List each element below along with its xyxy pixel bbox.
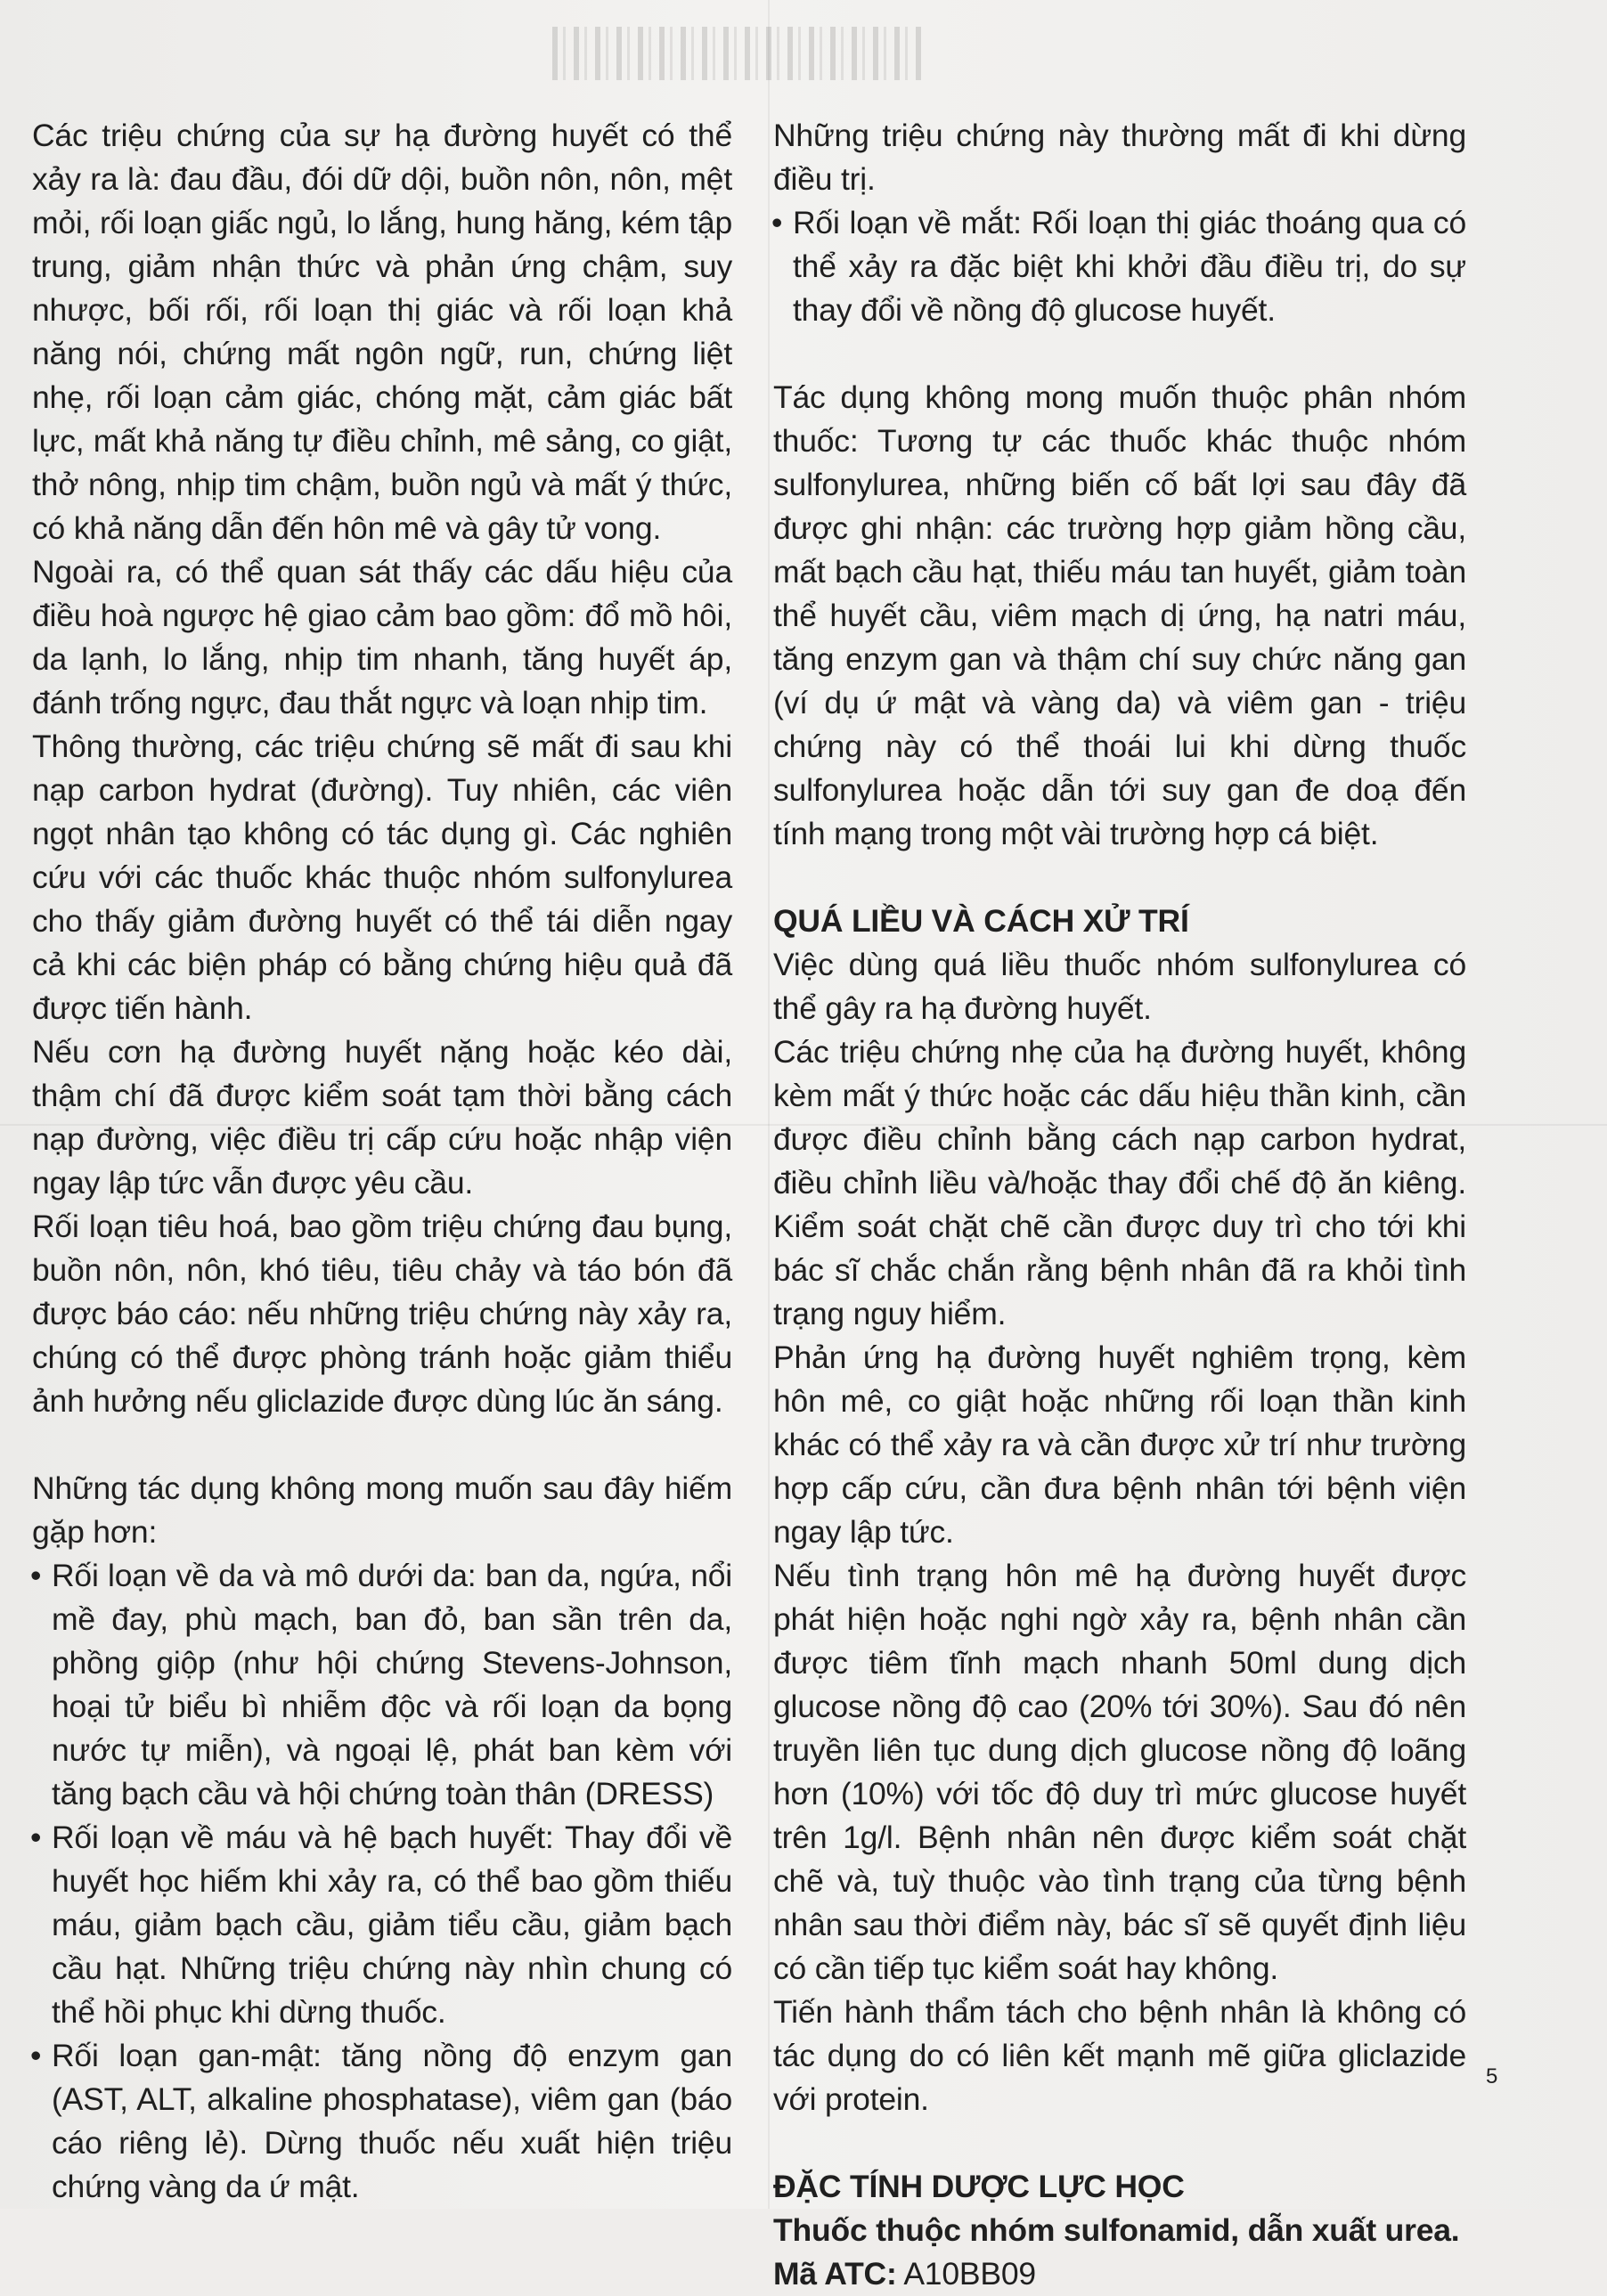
atc-code: A10BB09 (896, 2256, 1036, 2292)
hypoglycemia-symptoms-paragraph: Các triệu chứng của sự hạ đường huyết có thể xảy ra là: đau đầu, đói dữ dội, buồn nôn, nôn, mệt mỏi, rối loạn giấc ngủ, lo lắng, hung hăng, kém tập trung, giảm nhận thức và phản ứng chậm, suy nhược, bối rối, rối loạn thị giác và rối loạn khả năng nói, chứng mất ngôn ngữ, run, chứng liệt nhẹ, rối loạn cảm giác, chóng mặt, cảm giác bất lực, mất khả năng tự điều chỉnh, mê sảng, co giật, thở nông, nhịp tim chậm, buồn ngủ và mất ý thức, có khả năng dẫn đến hôn mê và gây tử vong. (32, 118, 732, 546)
atc-label: Mã ATC: (773, 2256, 897, 2292)
spacer (773, 856, 1466, 900)
fold-line-vertical (768, 0, 770, 2209)
bullet-hepatobiliary-disorders: • Rối loạn gan-mật: tăng nồng độ enzym gan (AST, ALT, alkaline phosphatase), viêm gan (báo cáo riêng lẻ). Dừng thuốc nếu xuất hiện triệu chứng vàng da ứ mật. (32, 2034, 732, 2209)
drug-class-line: Thuốc thuộc nhóm sulfonamid, dẫn xuất urea. (773, 2212, 1460, 2248)
bullet-blood-disorders: • Rối loạn về máu và hệ bạch huyết: Thay đổi về huyết học hiếm khi xảy ra, có thể bao gồm thiếu máu, giảm bạch cầu, giảm tiểu cầu, giảm bạch cầu hạt. Những triệu chứng này nhìn chung có thể hồi phục khi dừng thuốc. (32, 1816, 732, 2034)
barcode-bleed-through (552, 27, 926, 80)
pharmacodynamics-heading: ĐẶC TÍNH DƯỢC LỰC HỌC (773, 2169, 1185, 2204)
class-effects-paragraph: Tác dụng không mong muốn thuộc phân nhóm thuốc: Tương tự các thuốc khác thuộc nhóm sulfonylurea, những biến cố bất lợi sau đây đã được ghi nhận: các trường hợp giảm hồng cầu, mất bạch cầu hạt, thiếu máu tan huyết, giảm toàn thể huyết cầu, viêm mạch dị ứng, hạ natri máu, tăng enzym gan và thậm chí suy chức năng gan (ví dụ ứ mật và vàng da) và viêm gan - triệu chứng này có thể thoái lui khi dừng thuốc sulfonylurea hoặc dẫn tới suy gan đe doạ đến tính mạng trong một vài trường hợp cá biệt. (773, 379, 1466, 851)
spacer (773, 2121, 1466, 2165)
adrenergic-signs-paragraph: Ngoài ra, có thể quan sát thấy các dấu hiệu của điều hoà ngược hệ giao cảm bao gồm: đổ mồ hôi, da lạnh, lo lắng, nhịp tim nhanh, tăng huyết áp, đánh trống ngực, đau thắt ngực và loạn nhịp tim. (32, 554, 732, 721)
spacer (773, 332, 1466, 376)
continuation-text: Những triệu chứng này thường mất đi khi dừng điều trị. (773, 118, 1466, 197)
overdose-paragraph-2: Các triệu chứng nhẹ của hạ đường huyết, không kèm mất ý thức hoặc các dấu hiệu thần kinh, cần được điều chỉnh bằng cách nạp carbon hydrat, điều chỉnh liều và/hoặc thay đổi chế độ ăn kiêng. Kiểm soát chặt chẽ cần được duy trì cho tới khi bác sĩ chắc chắn rằng bệnh nhân đã ra khỏi tình trạng nguy hiểm. (773, 1034, 1466, 1331)
overdose-paragraph-4: Nếu tình trạng hôn mê hạ đường huyết được phát hiện hoặc nghi ngờ xảy ra, bệnh nhân cần được tiêm tĩnh mạch nhanh 50ml dung dịch glucose nồng độ cao (20% tới 30%). Sau đó nên truyền liên tục dung dịch glucose nồng độ loãng hơn (10%) với tốc độ duy trì mức glucose huyết trên 1g/l. Bệnh nhân nên được kiểm soát chặt chẽ và, tuỳ thuộc vào tình trạng của từng bệnh nhân sau thời điểm này, bác sĩ sẽ quyết định liệu có cần tiếp tục kiểm soát hay không. (773, 1558, 1466, 1986)
overdose-paragraph-1: Việc dùng quá liều thuốc nhóm sulfonylurea có thể gây ra hạ đường huyết. (773, 947, 1466, 1026)
rare-effects-intro: Những tác dụng không mong muốn sau đây hiếm gặp hơn: (32, 1470, 732, 1550)
gi-disorders-paragraph: Rối loạn tiêu hoá, bao gồm triệu chứng đau bụng, buồn nôn, nôn, khó tiêu, tiêu chảy và táo bón đã được báo cáo: nếu những triệu chứng này xảy ra, chúng có thể được phòng tránh hoặc giảm thiểu ảnh hưởng nếu gliclazide được dùng lúc ăn sáng. (32, 1209, 732, 1419)
overdose-heading: QUÁ LIỀU VÀ CÁCH XỬ TRÍ (773, 903, 1189, 939)
page-number: 5 (1486, 2064, 1498, 2088)
atc-line (773, 2252, 1466, 2296)
overdose-paragraph-5: Tiến hành thẩm tách cho bệnh nhân là không có tác dụng do có liên kết mạnh mẽ giữa gliclazide với protein. (773, 1994, 1466, 2117)
carbohydrate-note-paragraph: Thông thường, các triệu chứng sẽ mất đi sau khi nạp carbon hydrat (đường). Tuy nhiên, các viên ngọt nhân tạo không có tác dụng gì. Các nghiên cứu với các thuốc khác thuộc nhóm sulfonylurea cho thấy giảm đường huyết có thể tái diễn ngay cả khi các biện pháp có bằng chứng hiệu quả đã được tiến hành. (32, 729, 732, 1026)
severe-episode-paragraph: Nếu cơn hạ đường huyết nặng hoặc kéo dài, thậm chí đã được kiểm soát tạm thời bằng cách nạp đường, việc điều trị cấp cứu hoặc nhập viện ngay lập tức vẫn được yêu cầu. (32, 1034, 732, 1201)
spacer (32, 1423, 732, 1467)
bullet-skin-disorders: • Rối loạn về da và mô dưới da: ban da, ngứa, nổi mề đay, phù mạch, ban đỏ, ban sần trên da, phồng giộp (như hội chứng Stevens-Johnson, hoại tử biểu bì nhiễm độc và rối loạn da bọng nước tự miễn), và ngoại lệ, phát ban kèm với tăng bạch cầu và hội chứng toàn thân (DRESS) (32, 1554, 732, 1816)
overdose-paragraph-3: Phản ứng hạ đường huyết nghiêm trọng, kèm hôn mê, co giật hoặc những rối loạn thần kinh khác có thể xảy ra và cần được xử trí như trường hợp cấp cứu, cần đưa bệnh nhân tới bệnh viện ngay lập tức. (773, 1339, 1466, 1550)
right-column (773, 114, 1466, 2296)
bullet-eye-disorders: • Rối loạn về mắt: Rối loạn thị giác thoáng qua có thể xảy ra đặc biệt khi khởi đầu điều trị, do sự thay đổi về nồng độ glucose huyết. (773, 201, 1466, 332)
left-column (32, 114, 732, 2209)
